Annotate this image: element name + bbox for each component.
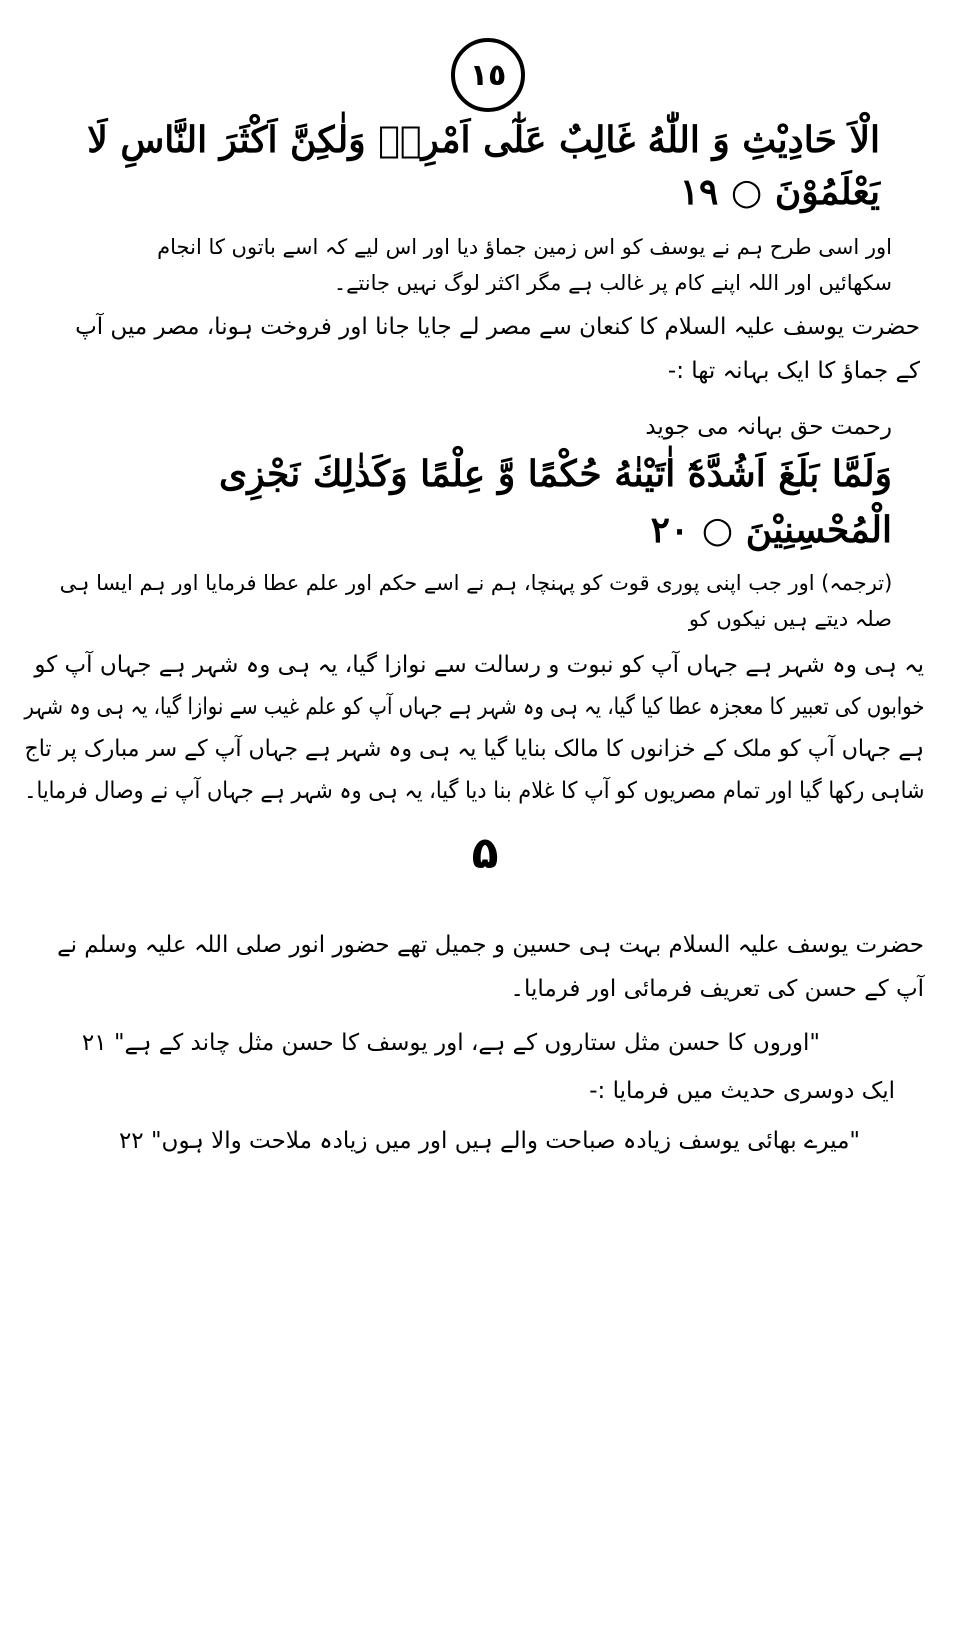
- hadith-1-text: "اوروں کا حسن مثل ستاروں کے ہے، اور یوسف کا حسن مثل چاند کے ہے" ٢١: [81, 1030, 820, 1056]
- paragraph-2-line-2: خوابوں کی تعبیر کا معجزہ عطا کیا گیا، یہ ہی وہ شہر ہے جہاں آپ کو علم غیب سے نوازا گیا، یہ ہی وہ شہر: [23, 694, 924, 720]
- section-number: ۵: [471, 828, 499, 879]
- ayah-22-line-2: الْمُحْسِنِيْنَ ○ ٢٠: [650, 509, 892, 551]
- paragraph-1-line-1: حضرت یوسف علیہ السلام کا کنعان سے مصر لے جایا جانا اور فروخت ہونا، مصر میں آپ: [75, 314, 920, 340]
- translation-22-line-1: (ترجمہ) اور جب اپنی پوری قوت کو پہنچا، ہم نے اسے حکم اور علم عطا فرمایا اور ہم ایسا ہی: [59, 571, 892, 595]
- translation-22-block: [60, 568, 892, 638]
- paragraph-4: [300, 1076, 895, 1110]
- hadith-2-text: "میرے بھائی یوسف زیادہ صباحت والے ہیں اور میں زیادہ ملاحت والا ہوں" ٢٢: [118, 1128, 860, 1154]
- chapter-number: ١٥: [469, 57, 507, 93]
- ayah-19-line-2: يَعْلَمُوْنَ ○ ١٩: [679, 171, 880, 213]
- paragraph-2-line-1: یہ ہی وہ شہر ہے جہاں آپ کو نبوت و رسالت سے نوازا گیا، یہ ہی وہ شہر ہے جہاں آپ کو: [34, 652, 924, 678]
- persian-couplet: [300, 412, 892, 446]
- paragraph-1: [30, 312, 920, 392]
- couplet-text: رحمت حق بہانہ می جوید: [645, 414, 892, 440]
- paragraph-3: [24, 930, 924, 1014]
- chapter-number-badge: [451, 38, 525, 112]
- paragraph-3-line-1: حضرت یوسف علیہ السلام بہت ہی حسین و جمیل تھے حضور انور صلی اللہ علیہ وسلم نے: [57, 932, 924, 958]
- translation-19-line-1: اور اسی طرح ہم نے یوسف کو اس زمین جماؤ دیا اور اس لیے کہ اسے باتوں کا انجام: [157, 235, 892, 259]
- ayah-19-block: [60, 118, 880, 218]
- translation-22-line-2: صلہ دیتے ہیں نیکوں کو: [688, 607, 892, 631]
- translation-19-block: [60, 232, 892, 302]
- ayah-19-line-1: الْاَ حَادِيْثِ وَ اللّٰهُ غَالِبٌ عَلٰٓى اَمْرِهٖ وَلٰكِنَّ اَكْثَرَ النَّاسِ لَا: [87, 119, 880, 161]
- translation-19-line-2: سکھائیں اور اللہ اپنے کام پر غالب ہے مگر اکثر لوگ نہیں جانتے۔: [333, 271, 892, 295]
- paragraph-2-line-3: ہے جہاں آپ کو ملک کے خزانوں کا مالک بنایا گیا یہ ہی وہ شہر ہے جہاں آپ کے سر مبارک پر تاج: [24, 736, 924, 762]
- paragraph-4-text: ایک دوسری حدیث میں فرمایا :-: [589, 1078, 895, 1104]
- ayah-22-line-1: وَلَمَّا بَلَغَ اَشُدَّهٗٓ اٰتَيْنٰهُ حُكْمًا وَّ عِلْمًا وَكَذٰلِكَ نَجْزِى: [219, 453, 892, 495]
- paragraph-1-line-2: کے جماؤ کا ایک بہانہ تھا :-: [667, 358, 920, 384]
- paragraph-2-line-4: شاہی رکھا گیا اور تمام مصریوں کو آپ کا غلام بنا دیا گیا، یہ ہی وہ شہر ہے جہاں آپ نے وصال فرمایا۔: [23, 778, 924, 804]
- hadith-1: [60, 1028, 820, 1062]
- paragraph-2: [24, 650, 924, 830]
- ayah-22-block: [60, 452, 892, 556]
- paragraph-3-line-2: آپ کے حسن کی تعریف فرمائی اور فرمایا۔: [510, 976, 924, 1002]
- hadith-2: [60, 1126, 860, 1160]
